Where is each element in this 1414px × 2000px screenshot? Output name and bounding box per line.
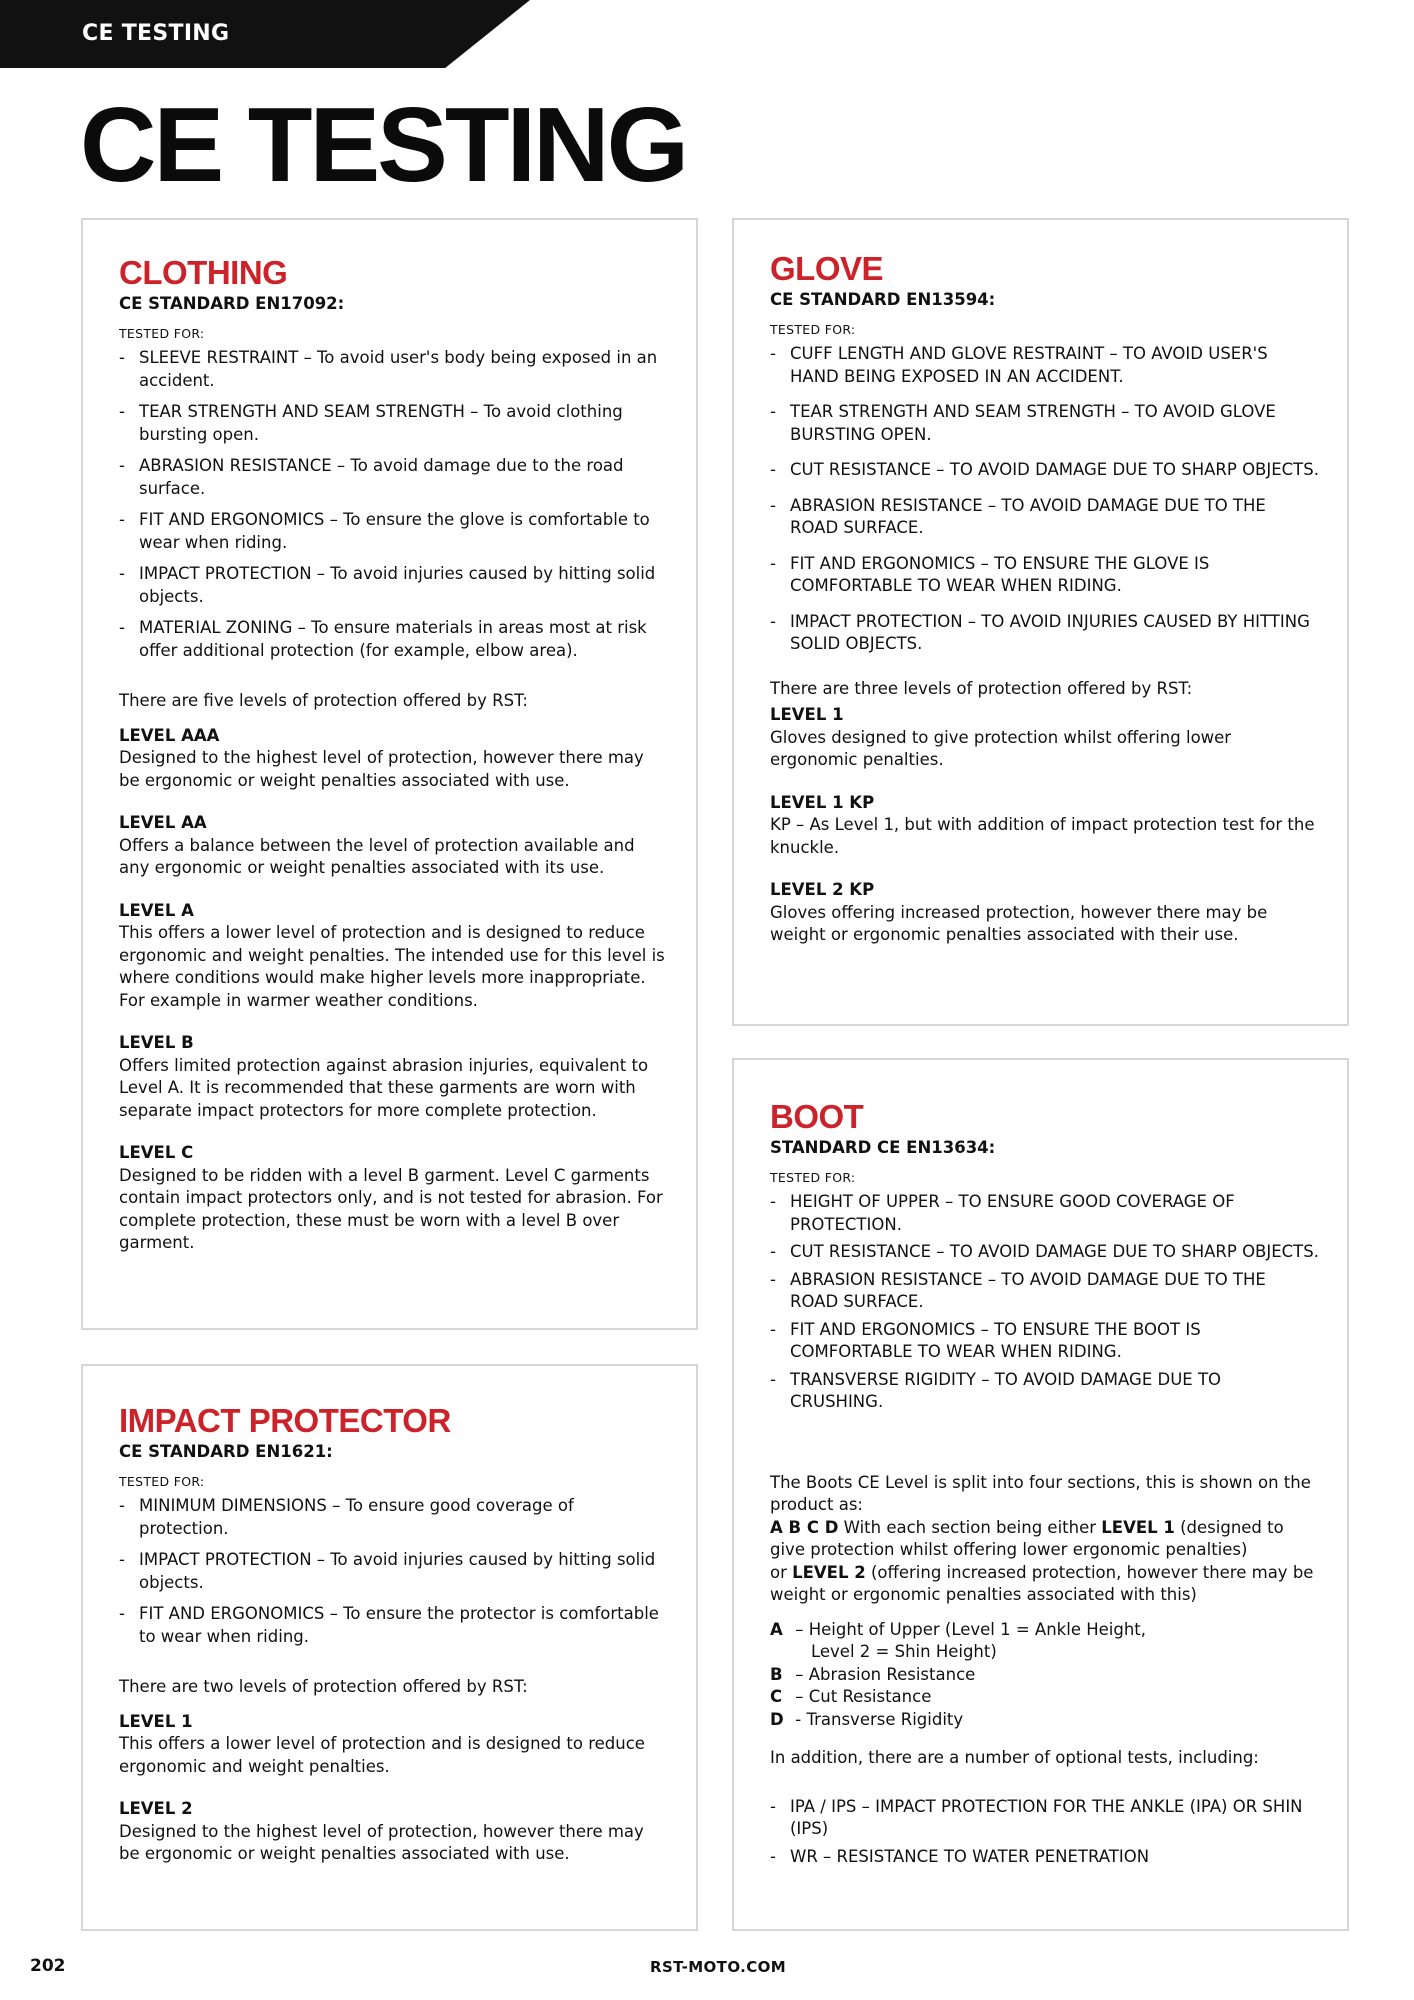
boot-section-letters: A B C D [770,1517,839,1537]
level-description: Designed to be ridden with a level B garment. Level C garments contain impact protectors only, and is not tested for abrasion. For complete protection, these must be worn with a level B over garment. [119,1165,663,1253]
list-item: - FIT AND ERGONOMICS – To ensure the glove is comfortable to wear when riding. [119,510,650,552]
level-name: LEVEL C [119,1143,194,1163]
level-block [119,1711,668,1779]
list-item: - SLEEVE RESTRAINT – To avoid user's body being exposed in an accident. [119,348,658,390]
level-block [119,1798,668,1866]
impact-levels-intro: There are two levels of protection offered by RST: [119,1677,528,1697]
level-description: Offers a balance between the level of protection available and any ergonomic or weight penalties associated with its use. [119,835,635,878]
boot-legend [770,1619,1319,1732]
level-block [119,1032,668,1122]
level-block [119,1142,668,1255]
level-name: LEVEL 1 KP [770,792,875,812]
level-name: LEVEL AAA [119,725,220,745]
level-block [119,900,668,1013]
list-item: - CUT RESISTANCE – TO AVOID DAMAGE DUE TO SHARP OBJECTS. [770,460,1319,480]
list-item: - IPA / IPS – IMPACT PROTECTION FOR THE ANKLE (IPA) OR SHIN (IPS) [770,1796,1303,1839]
list-item: - FIT AND ERGONOMICS – TO ENSURE THE BOOT IS COMFORTABLE TO WEAR WHEN RIDING. [770,1319,1201,1362]
boot-standard: STANDARD CE EN13634: [770,1137,996,1157]
level-name: LEVEL 2 [119,1799,193,1819]
boot-optional-list [770,1796,1319,1869]
glove-tested-for: TESTED FOR: [770,322,856,338]
clothing-tests-list [119,347,668,662]
list-item: - TEAR STRENGTH AND SEAM STRENGTH – To avoid clothing bursting open. [119,402,623,444]
level-block [119,725,668,793]
legend-row: C – Cut Resistance [770,1687,932,1707]
level-name: LEVEL AA [119,813,207,833]
glove-standard: CE STANDARD EN13594: [770,289,996,309]
level-block [770,704,1319,772]
list-item: - FIT AND ERGONOMICS – To ensure the protector is comfortable to wear when riding. [119,1604,659,1646]
list-item: - FIT AND ERGONOMICS – TO ENSURE THE GLOVE IS COMFORTABLE TO WEAR WHEN RIDING. [770,553,1210,596]
page-title: CE TESTING [80,86,687,204]
glove-heading: GLOVE [770,250,884,287]
level-description: KP – As Level 1, but with addition of impact protection test for the knuckle. [770,815,1315,857]
list-item: - ABRASION RESISTANCE – TO AVOID DAMAGE DUE TO THE ROAD SURFACE. [770,1269,1266,1312]
legend-row: A – Height of Upper (Level 1 = Ankle Height, Level 2 = Shin Height) [770,1619,1147,1662]
list-item: - ABRASION RESISTANCE – To avoid damage due to the road surface. [119,456,624,498]
boot-optional-intro: In addition, there are a number of optional tests, including: [770,1748,1259,1768]
glove-section [732,218,1349,1026]
glove-tests-list [770,343,1319,656]
boot-tests-list [770,1191,1319,1414]
page-number: 202 [30,1956,66,1976]
header-tab-label: CE TESTING [82,21,230,46]
list-item: - CUT RESISTANCE – TO AVOID DAMAGE DUE TO SHARP OBJECTS. [770,1242,1319,1262]
list-item: - TEAR STRENGTH AND SEAM STRENGTH – TO AVOID GLOVE BURSTING OPEN. [770,402,1276,444]
impact-heading: IMPACT PROTECTOR [119,1402,451,1439]
list-item: - IMPACT PROTECTION – To avoid injuries caused by hitting solid objects. [119,1550,656,1592]
boot-level-intro: The Boots CE Level is split into four sections, this is shown on the product as: [770,1472,1311,1515]
list-item: - ABRASION RESISTANCE – TO AVOID DAMAGE DUE TO THE ROAD SURFACE. [770,495,1266,538]
boot-level-explanation: A B C D With each section being either LEVEL 1 (designed to give protection whilst offering lower ergonomic penalties) [770,1517,1284,1560]
level-description: Offers limited protection against abrasion injuries, equivalent to Level A. It is recommended that these garments are worn with separate impact protectors for more complete protection. [119,1055,649,1120]
level-block [119,812,668,880]
boot-section [732,1058,1349,1931]
header-tab [0,0,530,68]
impact-standard: CE STANDARD EN1621: [119,1441,333,1461]
legend-row: B – Abrasion Resistance [770,1664,976,1684]
boot-tested-for: TESTED FOR: [770,1170,856,1186]
list-item: - CUFF LENGTH AND GLOVE RESTRAINT – TO AVOID USER'S HAND BEING EXPOSED IN AN ACCIDENT. [770,344,1268,386]
glove-levels-intro: There are three levels of protection offered by RST: [770,678,1193,698]
legend-row: D - Transverse Rigidity [770,1709,964,1729]
list-item: - WR – RESISTANCE TO WATER PENETRATION [770,1846,1150,1866]
impact-tested-for: TESTED FOR: [119,1474,205,1490]
level-name: LEVEL A [119,900,194,920]
level-description: Gloves offering increased protection, however there may be weight or ergonomic penalties associated with their use. [770,902,1268,945]
clothing-standard: CE STANDARD EN17092: [119,293,345,313]
website-url: RST-MOTO.COM [650,1958,787,1976]
list-item: - TRANSVERSE RIGIDITY – TO AVOID DAMAGE DUE TO CRUSHING. [770,1369,1222,1412]
list-item: - IMPACT PROTECTION – To avoid injuries caused by hitting solid objects. [119,564,656,606]
boot-level2-explanation: or LEVEL 2 (offering increased protection, however there may be weight or ergonomic penalties associated with this) [770,1562,1314,1605]
level-block [770,879,1319,947]
list-item: - IMPACT PROTECTION – TO AVOID INJURIES CAUSED BY HITTING SOLID OBJECTS. [770,611,1310,654]
clothing-heading: CLOTHING [119,254,288,291]
level-name: LEVEL 2 KP [770,880,875,900]
list-item: - MINIMUM DIMENSIONS – To ensure good coverage of protection. [119,1496,574,1538]
level-name: LEVEL B [119,1033,194,1053]
list-item: - MATERIAL ZONING – To ensure materials in areas most at risk offer additional protection (for example, elbow area). [119,618,647,660]
clothing-section [81,218,698,1330]
level-block [770,792,1319,860]
level-name: LEVEL 1 [119,1711,193,1731]
list-item: - HEIGHT OF UPPER – TO ENSURE GOOD COVERAGE OF PROTECTION. [770,1192,1235,1234]
clothing-tested-for: TESTED FOR: [119,326,205,342]
level-description: Designed to the highest level of protection, however there may be ergonomic or weight penalties associated with use. [119,748,644,790]
level-description: Gloves designed to give protection whilst offering lower ergonomic penalties. [770,727,1232,770]
level-description: This offers a lower level of protection and is designed to reduce ergonomic and weight penalties. [119,1734,645,1776]
clothing-levels-intro: There are five levels of protection offered by RST: [119,691,528,711]
level-description: This offers a lower level of protection and is designed to reduce ergonomic and weight penalties. The intended use for this level is where conditions would make higher levels more inappropriate. For example in warmer weather conditions. [119,923,665,1010]
level-name: LEVEL 1 [770,705,844,725]
boot-heading: BOOT [770,1098,864,1135]
impact-tests-list [119,1495,668,1648]
impact-protector-section [81,1364,698,1931]
level-description: Designed to the highest level of protection, however there may be ergonomic or weight penalties associated with use. [119,1821,644,1864]
